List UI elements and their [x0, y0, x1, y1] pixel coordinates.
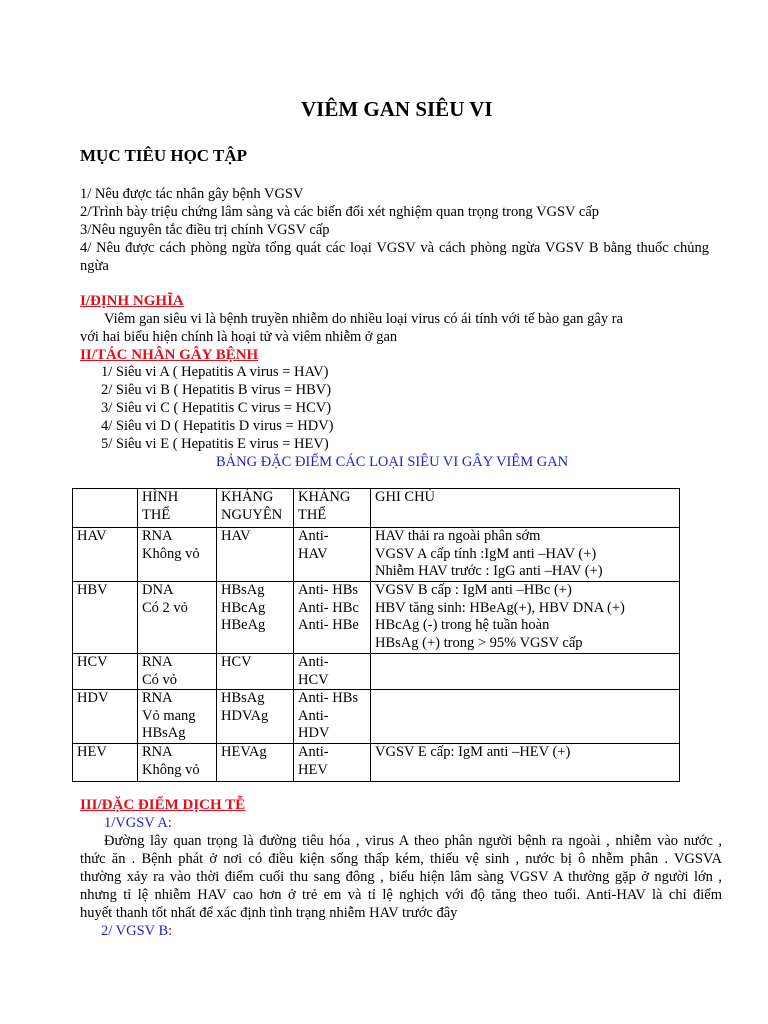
- table-row: [73, 582, 680, 654]
- agent-item: 2/ Siêu vi B ( Hepatitis B virus = HBV): [101, 382, 332, 398]
- header-cell: [73, 489, 138, 528]
- table-cell: HAV: [73, 528, 138, 582]
- table-caption: BẢNG ĐẶC ĐIỂM CÁC LOẠI SIÊU VI GÂY VIÊM GAN: [216, 454, 569, 470]
- agent-item: 1/ Siêu vi A ( Hepatitis A virus = HAV): [101, 364, 329, 380]
- header-cell: KHÁNG NGUYÊN: [217, 489, 294, 528]
- table-cell: VGSV B cấp : IgM anti –HBc (+) HBV tăng sinh: HBeAg(+), HBV DNA (+) HBcAg (-) trong hệ tuần hoàn HBsAg (+) trong > 95% VGSV cấp: [371, 582, 680, 654]
- definition-text: Viêm gan siêu vi là bệnh truyền nhiễm do nhiều loại virus có ái tính với tế bào gan gây ra: [104, 311, 623, 327]
- table-cell: [371, 654, 680, 690]
- table-cell: HBV: [73, 582, 138, 654]
- table-cell: Anti- HBs Anti- HDV: [294, 690, 371, 744]
- table-cell: Anti- HCV: [294, 654, 371, 690]
- table-cell: HCV: [73, 654, 138, 690]
- definition-text: với hai biểu hiện chính là hoại tử và viêm nhiễm ở gan: [80, 329, 398, 345]
- agents-heading: II/TÁC NHÂN GÂY BỆNH: [80, 347, 259, 363]
- table-cell: Anti- HBs Anti- HBc Anti- HBe: [294, 582, 371, 654]
- agent-item: 3/ Siêu vi C ( Hepatitis C virus = HCV): [101, 400, 332, 416]
- subheading-vgsv-a: 1/VGSV A:: [104, 815, 172, 831]
- table-cell: HBsAg HDVAg: [217, 690, 294, 744]
- table-cell: Anti- HEV: [294, 744, 371, 782]
- table-cell: RNA Vỏ mang HBsAg: [138, 690, 217, 744]
- subheading-vgsv-b: 2/ VGSV B:: [101, 923, 173, 939]
- epidemiology-text: Đường lây quan trọng là đường tiêu hóa , virus A theo phân người bệnh ra ngoài , nhiễm vào nước ,: [104, 833, 722, 849]
- table-row: [73, 744, 680, 782]
- epidemiology-text: thức ăn . Bệnh phát ở nơi có điều kiện sống thấp kém, thiếu vệ sinh , nước bị ô nhễm phân . VGSVA: [80, 851, 722, 867]
- header-cell: KHÁNG THỂ: [294, 489, 371, 528]
- table-row: [73, 654, 680, 690]
- table-cell: [371, 690, 680, 744]
- table-cell: RNA Có vỏ: [138, 654, 217, 690]
- header-cell: GHI CHÚ: [371, 489, 680, 528]
- epidemiology-text: huyết thanh tốt nhất để xác định tình trạng nhiễm HAV trước đây: [80, 905, 458, 921]
- table-cell: HEV: [73, 744, 138, 782]
- table-cell: HBsAg HBcAg HBeAg: [217, 582, 294, 654]
- objective-item: 1/ Nêu được tác nhân gây bệnh VGSV: [80, 186, 304, 202]
- objective-item: ngừa: [80, 258, 109, 274]
- agent-item: 5/ Siêu vi E ( Hepatitis E virus = HEV): [101, 436, 329, 452]
- header-cell: HÌNH THỂ: [138, 489, 217, 528]
- table-cell: HAV: [217, 528, 294, 582]
- table-row: [73, 690, 680, 744]
- table-cell: RNA Không vỏ: [138, 744, 217, 782]
- page-title: VIÊM GAN SIÊU VI: [301, 97, 493, 121]
- epidemiology-text: thường xảy ra vào thời điểm cuối thu sang đông , biểu hiện lâm sàng VGSV A thường gặp ở người lớn ,: [80, 869, 722, 885]
- table-cell: Anti- HAV: [294, 528, 371, 582]
- objectives-heading: MỤC TIÊU HỌC TẬP: [80, 146, 248, 165]
- agent-item: 4/ Siêu vi D ( Hepatitis D virus = HDV): [101, 418, 334, 434]
- table-cell: HDV: [73, 690, 138, 744]
- epidemiology-heading: III/ĐẶC ĐIỂM DỊCH TỄ: [80, 797, 246, 813]
- objective-item: 4/ Nêu được cách phòng ngừa tổng quát các loại VGSV và cách phòng ngừa VGSV B bằng thuốc chủng: [80, 240, 709, 256]
- table-cell: HEVAg: [217, 744, 294, 782]
- definition-heading: I/ĐỊNH NGHĨA: [80, 293, 184, 309]
- table-cell: HAV thải ra ngoài phân sớm VGSV A cấp tính :IgM anti –HAV (+) Nhiễm HAV trước : IgG anti –HAV (+): [371, 528, 680, 582]
- table-cell: DNA Có 2 vỏ: [138, 582, 217, 654]
- objective-item: 2/Trình bày triệu chứng lâm sàng và các biến đổi xét nghiệm quan trọng trong VGSV cấp: [80, 204, 600, 220]
- table-row: [73, 528, 680, 582]
- objective-item: 3/Nêu nguyên tắc điều trị chính VGSV cấp: [80, 222, 330, 238]
- table-cell: RNA Không vỏ: [138, 528, 217, 582]
- table-cell: HCV: [217, 654, 294, 690]
- virus-table: [72, 488, 680, 782]
- epidemiology-text: nhưng tỉ lệ nhiễm HAV cao hơn ở trẻ em và tỉ lệ nghịch với độ tăng theo tuổi. Anti-HAV là chỉ điểm: [80, 887, 722, 903]
- table-header-row: [73, 489, 680, 528]
- table-cell: VGSV E cấp: IgM anti –HEV (+): [371, 744, 680, 782]
